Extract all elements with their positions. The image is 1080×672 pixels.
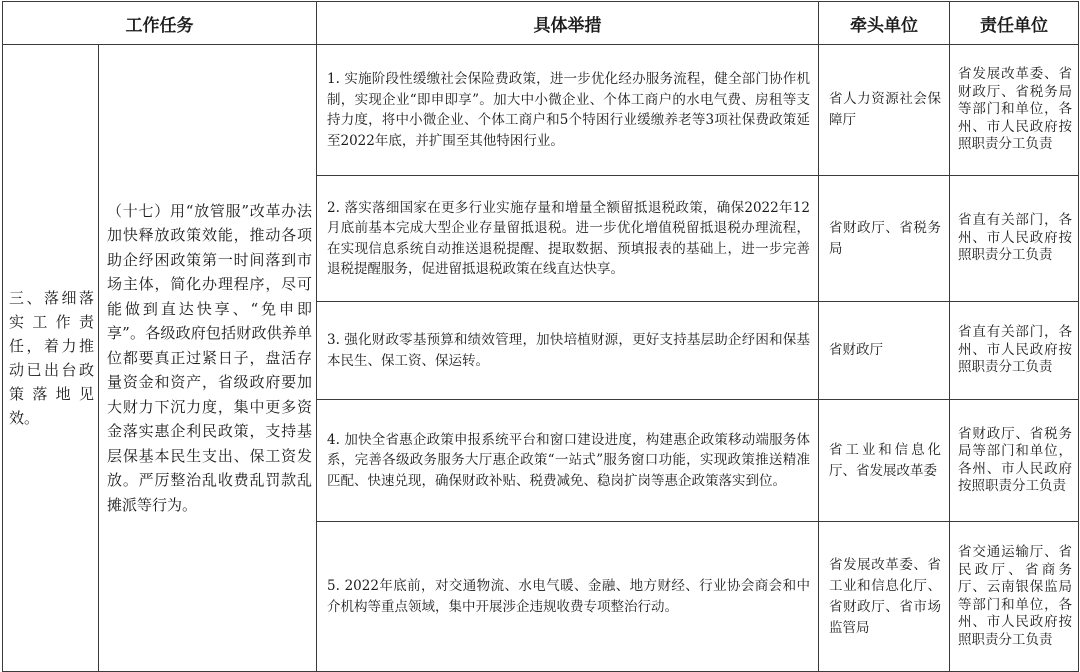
policy-table: [2, 1, 1079, 672]
section-cell: 三、落细落实工作责任，着力推动已出台政策落地见效。: [3, 45, 99, 672]
measure-cell: 5. 2022年底前，对交通物流、水电气暖、金融、地方财经、行业协会商会和中介机构等重点领域，集中开展涉企违规收费专项整治行动。: [317, 522, 819, 672]
measure-cell: 2. 落实落细国家在更多行业实施存量和增量全额留抵退税政策，确保2022年12月底前基本完成大型企业存量留抵退税。进一步优化增值税留抵退税办理流程，在实现信息系统自动推送退税提醒、提取数据、预填报表的基础上，进一步完善退税提醒服务，促进留抵退税政策在线直达快享。: [317, 176, 819, 302]
responsible-unit-cell: 省直有关部门，各州、市人民政府按照职责分工负责: [950, 302, 1079, 400]
header-task: 工作任务: [3, 2, 317, 45]
subtask-cell: （十七）用“放管服”改革办法加快释放政策效能，推动各项助企纾困政策第一时间落到市场主体，简化办理程序，尽可能做到直达快享、“免申即享”。各级政府包括财政供养单位都要真正过紧日子，盘活存量资金和资产，省级政府要加大财力下沉力度，集中更多资金落实惠企利民政策，支持基层保基本民生支出、保工资发放。严厉整治乱收费乱罚款乱摊派等行为。: [99, 45, 317, 672]
lead-unit-cell: 省工业和信息化厅、省发展改革委: [819, 400, 950, 522]
lead-unit-cell: 省发展改革委、省工业和信息化厅、省财政厅、省市场监管局: [819, 522, 950, 672]
responsible-unit-cell: 省直有关部门，各州、市人民政府按照职责分工负责: [950, 176, 1079, 302]
lead-unit-cell: 省人力资源社会保障厅: [819, 45, 950, 176]
measure-cell: 4. 加快全省惠企政策申报系统平台和窗口建设进度，构建惠企政策移动端服务体系，完善各级政务服务大厅惠企政策“一站式”服务窗口功能，实现政策推送精准匹配、快速兑现，确保财政补贴、税费减免、稳岗扩岗等惠企政策落实到位。: [317, 400, 819, 522]
measure-cell: 3. 强化财政零基预算和绩效管理，加快培植财源，更好支持基层助企纾困和保基本民生、保工资、保运转。: [317, 302, 819, 400]
table-row: [3, 45, 1079, 176]
lead-unit-cell: 省财政厅、省税务局: [819, 176, 950, 302]
header-row: [3, 2, 1079, 45]
header-responsible-unit: 责任单位: [950, 2, 1079, 45]
measure-cell: 1. 实施阶段性缓缴社会保险费政策，进一步优化经办服务流程，健全部门协作机制，实现企业“即申即享”。加大中小微企业、个体工商户的水电气费、房租等支持力度，将中小微企业、个体工商户和5个特困行业缓缴养老等3项社保费政策延至2022年底，并扩围至其他特困行业。: [317, 45, 819, 176]
responsible-unit-cell: 省财政厅、省税务局等部门和单位，各州、市人民政府按照职责分工负责: [950, 400, 1079, 522]
responsible-unit-cell: 省发展改革委、省财政厅、省税务局等部门和单位，各州、市人民政府按照职责分工负责: [950, 45, 1079, 176]
header-lead-unit: 牵头单位: [819, 2, 950, 45]
header-measures: 具体举措: [317, 2, 819, 45]
responsible-unit-cell: 省交通运输厅、省民政厅、省商务厅、云南银保监局等部门和单位，各州、市人民政府按照职责分工负责: [950, 522, 1079, 672]
lead-unit-cell: 省财政厅: [819, 302, 950, 400]
